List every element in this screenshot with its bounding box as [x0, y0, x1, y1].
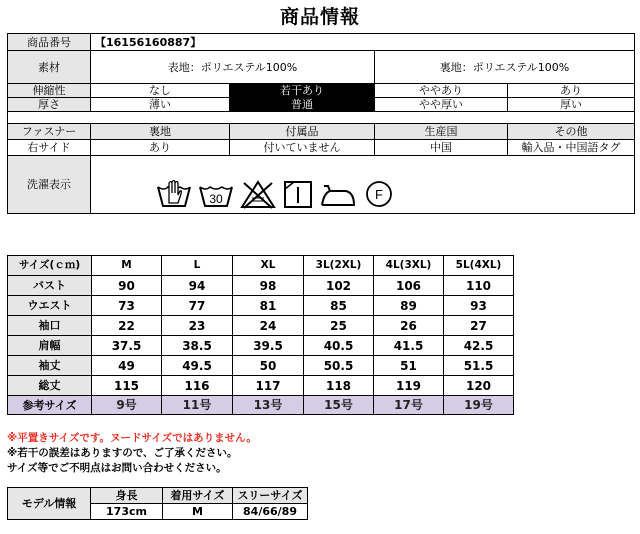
- table-cell: 37.5: [92, 336, 162, 356]
- hand-wash-icon: [156, 179, 192, 213]
- thickness-option-slightly-thick: やや厚い: [375, 98, 508, 112]
- row-label: 袖口: [8, 316, 92, 336]
- washing-label: 洗濯表示: [8, 156, 91, 214]
- table-cell: 117: [233, 376, 304, 396]
- reference-size-label: 参考サイズ: [8, 396, 92, 415]
- table-cell: 42.5: [444, 336, 514, 356]
- stretch-option-yes: あり: [508, 84, 635, 98]
- table-row: [8, 376, 514, 396]
- table-cell: 94: [162, 276, 233, 296]
- table-cell: 85: [304, 296, 374, 316]
- table-row: [8, 316, 514, 336]
- table-cell: 93: [444, 296, 514, 316]
- model-header-size: 着用サイズ: [163, 488, 233, 504]
- wash-temp-text: 30: [209, 192, 223, 206]
- model-height-value: 173cm: [91, 504, 163, 520]
- table-cell: 13号: [233, 396, 304, 415]
- table-row: [8, 296, 514, 316]
- row-label: 肩幅: [8, 336, 92, 356]
- table-cell: 77: [162, 296, 233, 316]
- size-col-l: L: [162, 256, 233, 276]
- table-cell: 38.5: [162, 336, 233, 356]
- detail-value-accessories: 付いていません: [230, 140, 375, 156]
- line-dry-icon: [282, 179, 314, 213]
- table-cell: 73: [92, 296, 162, 316]
- product-id-label: 商品番号: [8, 34, 91, 51]
- detail-value-other: 輸入品・中国語タグ: [508, 140, 635, 156]
- model-header-height: 身長: [91, 488, 163, 504]
- detail-header-other: その他: [508, 124, 635, 140]
- table-cell: 49.5: [162, 356, 233, 376]
- no-bleach-icon: [240, 179, 276, 213]
- table-cell: 24: [233, 316, 304, 336]
- table-cell: 89: [374, 296, 444, 316]
- table-cell: 15号: [304, 396, 374, 415]
- table-cell: 9号: [92, 396, 162, 415]
- model-size-value: M: [163, 504, 233, 520]
- size-col-m: M: [92, 256, 162, 276]
- table-cell: 81: [233, 296, 304, 316]
- table-cell: 22: [92, 316, 162, 336]
- table-row: [8, 336, 514, 356]
- table-cell: 51.5: [444, 356, 514, 376]
- table-cell: 17号: [374, 396, 444, 415]
- thickness-option-normal: 普通: [230, 98, 375, 112]
- material-label: 素材: [8, 51, 91, 84]
- table-cell: 11号: [162, 396, 233, 415]
- spacer-row: [8, 112, 635, 124]
- size-col-4l: 4L(3XL): [374, 256, 444, 276]
- table-row: [8, 276, 514, 296]
- page-title: 商品情報: [279, 6, 360, 28]
- model-info-label: モデル情報: [8, 488, 91, 520]
- table-cell: 26: [374, 316, 444, 336]
- material-outer: 表地：ポリエステル100%: [91, 51, 375, 84]
- detail-value-zipper: 右サイド: [8, 140, 91, 156]
- thickness-option-thin: 薄い: [91, 98, 230, 112]
- table-row: [8, 356, 514, 376]
- note-contact: サイズ等でご不明点はお問い合わせください。: [7, 462, 227, 474]
- size-col-5l: 5L(4XL): [444, 256, 514, 276]
- iron-low-icon: [320, 179, 358, 213]
- table-cell: 51: [374, 356, 444, 376]
- dryclean-letter: F: [375, 187, 383, 202]
- table-cell: 116: [162, 376, 233, 396]
- model-header-measurements: スリーサイズ: [233, 488, 308, 504]
- stretch-option-somewhat: ややあり: [375, 84, 508, 98]
- stretch-option-slight: 若干あり: [230, 84, 375, 98]
- detail-header-zipper: ファスナー: [8, 124, 91, 140]
- detail-header-lining: 裏地: [91, 124, 230, 140]
- dry-clean-f-icon: [364, 179, 394, 213]
- thickness-label: 厚さ: [8, 98, 91, 112]
- washing-icons: [156, 179, 394, 213]
- table-cell: 23: [162, 316, 233, 336]
- model-measurements-value: 84/66/89: [233, 504, 308, 520]
- row-label: ウエスト: [8, 296, 92, 316]
- stretch-option-none: なし: [91, 84, 230, 98]
- table-cell: 19号: [444, 396, 514, 415]
- table-cell: 25: [304, 316, 374, 336]
- size-col-3l: 3L(2XL): [304, 256, 374, 276]
- stretch-label: 伸縮性: [8, 84, 91, 98]
- table-cell: 120: [444, 376, 514, 396]
- note-tolerance: ※若干の誤差はありますので、ご了承ください。: [7, 447, 238, 459]
- detail-header-country: 生産国: [375, 124, 508, 140]
- detail-value-country: 中国: [375, 140, 508, 156]
- material-lining: 裏地：ポリエステル100%: [375, 51, 635, 84]
- table-cell: 50.5: [304, 356, 374, 376]
- size-table: [7, 255, 514, 415]
- detail-value-lining: あり: [91, 140, 230, 156]
- table-cell: 102: [304, 276, 374, 296]
- table-cell: 39.5: [233, 336, 304, 356]
- table-cell: 40.5: [304, 336, 374, 356]
- table-cell: 27: [444, 316, 514, 336]
- size-header-label: サイズ(ｃｍ): [8, 256, 92, 276]
- reference-size-row: [8, 396, 514, 415]
- model-info-table: [7, 487, 308, 520]
- row-label: 総丈: [8, 376, 92, 396]
- table-cell: 115: [92, 376, 162, 396]
- table-cell: 49: [92, 356, 162, 376]
- table-cell: 106: [374, 276, 444, 296]
- row-label: バスト: [8, 276, 92, 296]
- notes: [7, 431, 257, 476]
- table-cell: 110: [444, 276, 514, 296]
- note-flat-measure: ※平置きサイズです。ヌードサイズではありません。: [7, 432, 257, 444]
- thickness-option-thick: 厚い: [508, 98, 635, 112]
- table-cell: 98: [233, 276, 304, 296]
- row-label: 袖丈: [8, 356, 92, 376]
- detail-header-accessories: 付属品: [230, 124, 375, 140]
- table-cell: 41.5: [374, 336, 444, 356]
- table-cell: 119: [374, 376, 444, 396]
- table-cell: 50: [233, 356, 304, 376]
- table-cell: 118: [304, 376, 374, 396]
- table-cell: 90: [92, 276, 162, 296]
- wash-30-icon: [198, 179, 234, 213]
- product-id-value: 【16156160887】: [91, 34, 635, 51]
- size-col-xl: XL: [233, 256, 304, 276]
